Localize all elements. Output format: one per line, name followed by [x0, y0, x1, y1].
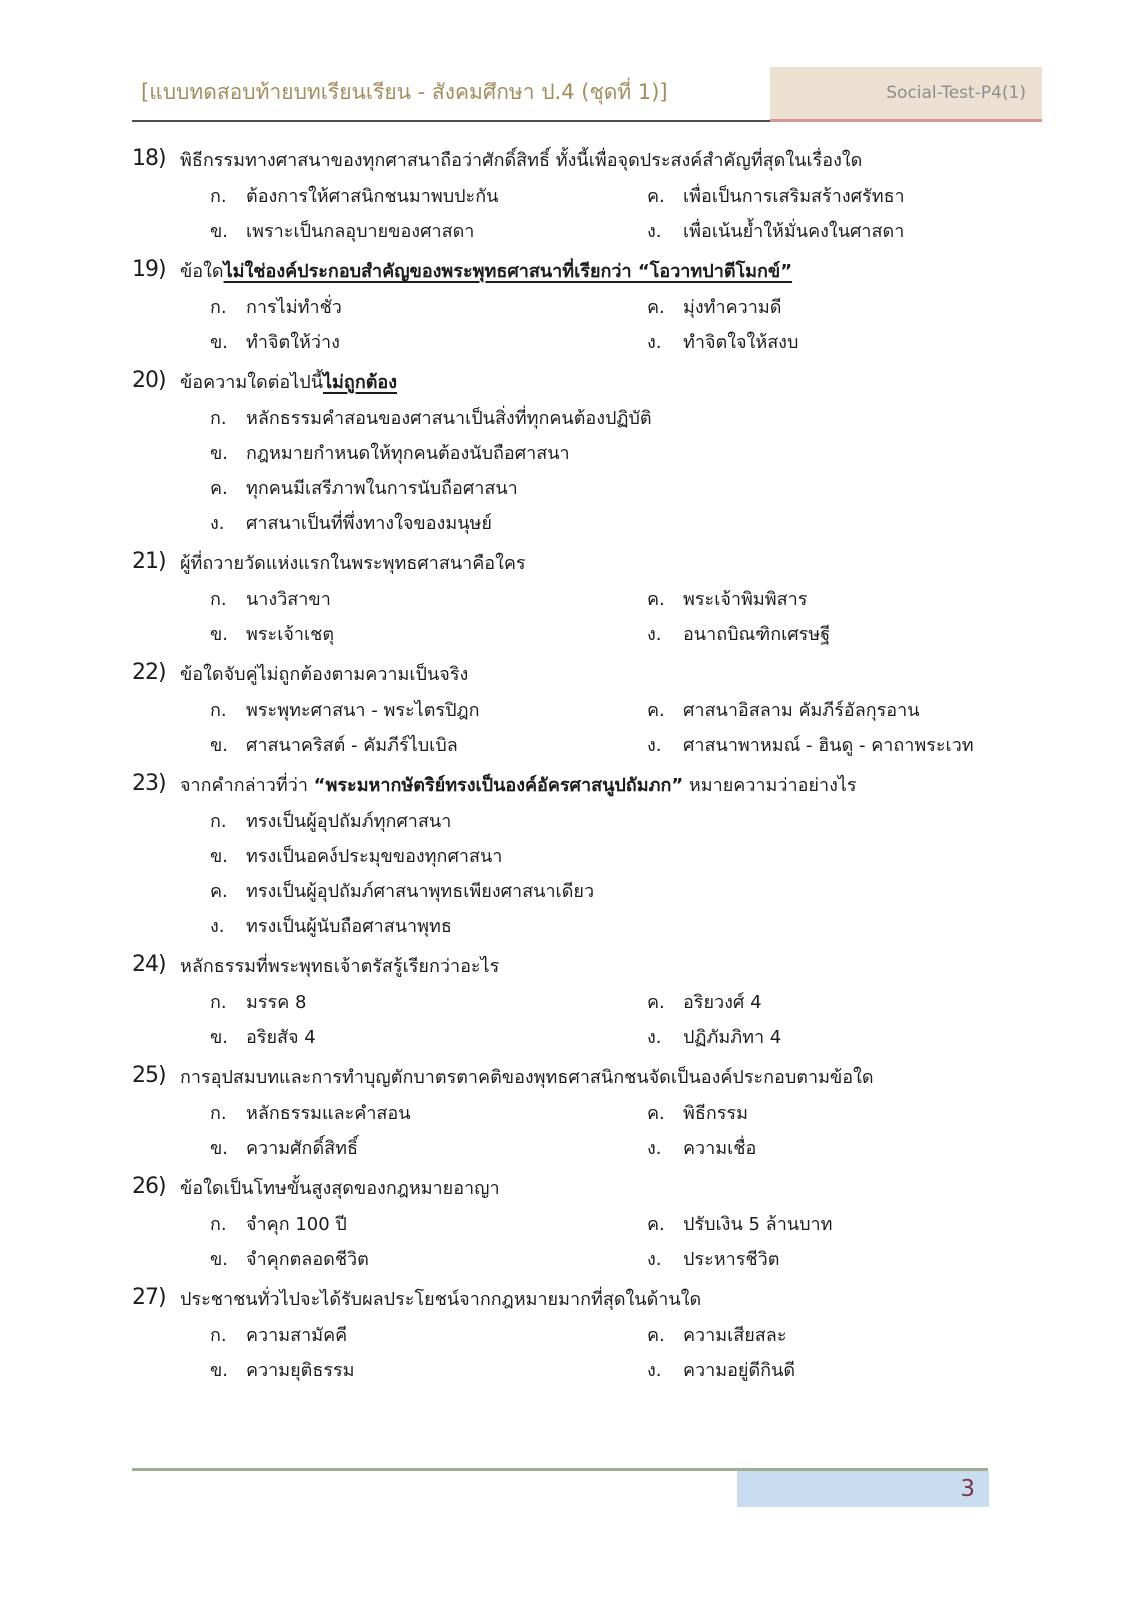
question-block — [132, 146, 1040, 243]
question-block — [132, 1285, 1040, 1382]
choice-letter: ค. — [647, 186, 665, 207]
choice-group — [132, 1103, 1040, 1160]
question-number: 21) — [132, 549, 166, 574]
choice-letter: ก. — [210, 992, 227, 1013]
choice-text: ทำจิตให้ว่าง — [246, 332, 340, 353]
question-text — [180, 771, 857, 799]
choice-letter: ข. — [210, 735, 229, 756]
question-text-segment: ข้อใดเป็นโทษขั้นสูงสุดของกฎหมายอาญา — [180, 1178, 500, 1199]
question-block — [132, 1063, 1040, 1160]
question-block — [132, 1174, 1040, 1271]
choice-letter: ง. — [647, 1360, 662, 1381]
question-text-segment: ผู้ที่ถวายวัดแห่งแรกในพระพุทธศาสนาคือใคร — [180, 553, 526, 574]
answer-choice — [210, 1138, 647, 1160]
choice-text: กฎหมายกำหนดให้ทุกคนต้องนับถือศาสนา — [246, 443, 570, 464]
question-number: 27) — [132, 1285, 166, 1310]
choice-letter: ง. — [647, 221, 662, 242]
answer-choice — [210, 589, 647, 611]
question-block — [132, 257, 1040, 354]
choice-letter: ค. — [210, 478, 228, 499]
question-line — [132, 1285, 1040, 1313]
question-number: 23) — [132, 771, 166, 796]
choice-text: หลักธรรมคำสอนของศาสนาเป็นสิ่งที่ทุกคนต้องปฏิบัติ — [246, 408, 652, 429]
choice-text: ความอยู่ดีกินดี — [683, 1360, 796, 1381]
choice-group — [132, 992, 1040, 1049]
question-line — [132, 771, 1040, 799]
choice-letter: ค. — [647, 1325, 665, 1346]
question-text — [180, 368, 397, 396]
question-line — [132, 257, 1040, 285]
choice-text: ความศักดิ์สิทธิ์ — [246, 1138, 358, 1159]
choice-letter: ข. — [210, 332, 229, 353]
question-number: 22) — [132, 660, 166, 685]
choice-text: จำคุกตลอดชีวิต — [246, 1249, 369, 1270]
choice-letter: ค. — [647, 297, 665, 318]
choice-text: ศาสนาพาหมณ์ - ฮินดู - คาถาพระเวท — [683, 735, 974, 756]
answer-choice — [647, 1249, 1040, 1271]
answer-choice — [647, 1360, 1040, 1382]
choice-text: พระเจ้าพิมพิสาร — [683, 589, 808, 610]
answer-choice — [210, 1214, 647, 1236]
choice-text: ทรงเป็นอคง์ประมุขของทุกศาสนา — [246, 846, 503, 867]
question-number: 24) — [132, 952, 166, 977]
choice-text: ศาสนาคริสต์ - คัมภีร์ไบเบิล — [246, 735, 458, 756]
question-text-emphasis: ไม่ถูกต้อง — [323, 372, 398, 393]
question-text-emphasis: ไม่ใช่องค์ประกอบสำคัญของพระพุทธศาสนาที่เรียกว่า “โอวาทปาตีโมกข์” — [223, 261, 793, 282]
choice-letter: ค. — [647, 992, 665, 1013]
choice-text: ปรับเงิน 5 ล้านบาท — [683, 1214, 833, 1235]
choice-text: ศาสนาเป็นที่พึ่งทางใจของมนุษย์ — [246, 513, 492, 534]
choice-letter: ง. — [210, 513, 225, 534]
page-number: 3 — [960, 1476, 975, 1502]
choice-text: ศาสนาอิสลาม คัมภีร์อัลกุรอาน — [683, 700, 920, 721]
choice-group — [132, 700, 1040, 757]
choice-letter: ง. — [210, 916, 225, 937]
answer-choice — [210, 1325, 647, 1347]
choice-group — [132, 297, 1040, 354]
question-text-segment: ข้อใดจับคู่ไม่ถูกต้องตามความเป็นจริง — [180, 664, 469, 685]
answer-choice — [210, 700, 647, 722]
choice-group — [132, 1214, 1040, 1271]
answer-choice — [647, 589, 1040, 611]
question-text-segment: การอุปสมบทและการทำบุญตักบาตรตาคติของพุทธศาสนิกชนจัดเป็นองค์ประกอบตามข้อใด — [180, 1067, 874, 1088]
answer-choice — [210, 332, 647, 354]
answer-choice — [210, 408, 1040, 430]
choice-text: พระเจ้าเชตุ — [246, 624, 335, 645]
choice-text: ประหารชีวิต — [683, 1249, 780, 1270]
answer-choice — [210, 1103, 647, 1125]
question-text-segment: หมายความว่าอย่างไร — [683, 775, 857, 796]
answer-choice — [210, 624, 647, 646]
answer-choice — [210, 881, 1040, 903]
question-text-segment: ข้อความใดต่อไปนี้ — [180, 372, 323, 393]
page-number-box — [737, 1471, 989, 1507]
choice-letter: ข. — [210, 1360, 229, 1381]
answer-choice — [647, 992, 1040, 1014]
choice-text: หลักธรรมและคำสอน — [246, 1103, 411, 1124]
answer-choice — [647, 221, 1040, 243]
choice-text: มรรค 8 — [246, 992, 307, 1013]
question-text — [180, 660, 468, 688]
choice-text: ปฏิภัมภิทา 4 — [683, 1027, 782, 1048]
answer-choice — [647, 186, 1040, 208]
answer-choice — [210, 513, 1040, 535]
choice-letter: ก. — [210, 589, 227, 610]
choice-letter: ค. — [647, 589, 665, 610]
answer-choice — [210, 992, 647, 1014]
question-text — [180, 1285, 701, 1313]
question-text — [180, 549, 526, 577]
question-text-segment: ประชาชนทั่วไปจะได้รับผลประโยชน์จากกฎหมายมากที่สุดในด้านใด — [180, 1289, 702, 1310]
choice-letter: ก. — [210, 811, 227, 832]
choice-letter: ข. — [210, 1249, 229, 1270]
choice-letter: ก. — [210, 297, 227, 318]
choice-letter: ง. — [647, 1249, 662, 1270]
choice-letter: ข. — [210, 846, 229, 867]
question-text — [180, 257, 792, 285]
choice-group — [132, 589, 1040, 646]
choice-text: พระพุทะศาสนา - พระไตรปิฎก — [246, 700, 480, 721]
answer-choice — [647, 1325, 1040, 1347]
choice-text: ทุกคนมีเสรีภาพในการนับถือศาสนา — [246, 478, 518, 499]
answer-choice — [210, 221, 647, 243]
header-badge — [770, 67, 1042, 122]
choice-letter: ข. — [210, 1027, 229, 1048]
question-line — [132, 660, 1040, 688]
choice-text: ทรงเป็นผู้อุปถัมภ์ทุกศาสนา — [246, 811, 452, 832]
choice-letter: ก. — [210, 408, 227, 429]
choice-text: อริยสัจ 4 — [246, 1027, 316, 1048]
question-line — [132, 1063, 1040, 1091]
choice-group — [132, 408, 1040, 535]
question-number: 19) — [132, 257, 166, 282]
answer-choice — [647, 1214, 1040, 1236]
question-text — [180, 952, 499, 980]
choice-letter: ง. — [647, 735, 662, 756]
answer-choice — [210, 1360, 647, 1382]
choice-letter: ง. — [647, 624, 662, 645]
choice-text: พิธีกรรม — [683, 1103, 748, 1124]
choice-text: อริยวงศ์ 4 — [683, 992, 762, 1013]
choice-text: มุ่งทำความดี — [683, 297, 782, 318]
answer-choice — [210, 297, 647, 319]
question-list — [132, 146, 1040, 1396]
answer-choice — [647, 624, 1040, 646]
choice-letter: ค. — [647, 1214, 665, 1235]
answer-choice — [647, 332, 1040, 354]
question-text-segment: หลักธรรมที่พระพุทธเจ้าตรัสรู้เรียกว่าอะไร — [180, 956, 500, 977]
choice-text: นางวิสาขา — [246, 589, 331, 610]
header-badge-label: Social-Test-P4(1) — [886, 83, 1026, 103]
choice-text: จำคุก 100 ปี — [246, 1214, 347, 1235]
choice-letter: ข. — [210, 221, 229, 242]
choice-letter: ก. — [210, 186, 227, 207]
answer-choice — [210, 811, 1040, 833]
question-block — [132, 771, 1040, 938]
question-line — [132, 1174, 1040, 1202]
question-text-segment: ข้อใด — [180, 261, 224, 282]
choice-text: ความเสียสละ — [683, 1325, 787, 1346]
choice-letter: ค. — [210, 881, 228, 902]
question-block — [132, 660, 1040, 757]
choice-letter: ข. — [210, 624, 229, 645]
answer-choice — [647, 735, 1040, 757]
question-text — [180, 146, 862, 174]
question-text — [180, 1063, 874, 1091]
choice-text: เพื่อเป็นการเสริมสร้างศรัทธา — [683, 186, 905, 207]
question-block — [132, 368, 1040, 535]
page-title: [แบบทดสอบท้ายบทเรียนเรียน - สังคมศึกษา ป.4 (ชุดที่ 1)] — [141, 80, 668, 104]
choice-group — [132, 1325, 1040, 1382]
choice-text: การไม่ทำชั่ว — [246, 297, 342, 318]
question-line — [132, 549, 1040, 577]
choice-text: เพื่อเน้นย้ำให้มั่นคงในศาสดา — [683, 221, 905, 242]
choice-text: ทรงเป็นผู้อุปถัมภ์ศาสนาพุทธเพียงศาสนาเดียว — [246, 881, 595, 902]
choice-text: ความสามัคคี — [246, 1325, 348, 1346]
answer-choice — [210, 916, 1040, 938]
choice-group — [132, 186, 1040, 243]
answer-choice — [210, 846, 1040, 868]
choice-text: ทำจิตใจให้สงบ — [683, 332, 799, 353]
answer-choice — [210, 443, 1040, 465]
answer-choice — [647, 1103, 1040, 1125]
answer-choice — [210, 186, 647, 208]
choice-letter: ค. — [647, 1103, 665, 1124]
question-text-segment: พิธีกรรมทางศาสนาของทุกศาสนาถือว่าศักดิ์สิทธิ์ ทั้งนี้เพื่อจุดประสงค์สำคัญที่สุดในเรื่องใด — [180, 150, 863, 171]
choice-letter: ค. — [647, 700, 665, 721]
question-text — [180, 1174, 500, 1202]
choice-letter: ก. — [210, 1103, 227, 1124]
choice-text: ต้องการให้ศาสนิกชนมาพบปะกัน — [246, 186, 499, 207]
answer-choice — [647, 1138, 1040, 1160]
choice-text: ทรงเป็นผู้นับถือศาสนาพุทธ — [246, 916, 452, 937]
question-block — [132, 952, 1040, 1049]
answer-choice — [647, 297, 1040, 319]
choice-letter: ข. — [210, 443, 229, 464]
answer-choice — [647, 700, 1040, 722]
question-text-segment: จากคำกล่าวที่ว่า — [180, 775, 314, 796]
choice-group — [132, 811, 1040, 938]
choice-letter: ง. — [647, 1138, 662, 1159]
answer-choice — [210, 1027, 647, 1049]
question-block — [132, 549, 1040, 646]
answer-choice — [210, 735, 647, 757]
answer-choice — [210, 1249, 647, 1271]
question-number: 20) — [132, 368, 166, 393]
question-line — [132, 368, 1040, 396]
choice-letter: ก. — [210, 700, 227, 721]
question-number: 26) — [132, 1174, 166, 1199]
question-text-emphasis: “พระมหากษัตริย์ทรงเป็นองค์อัครศาสนูปถัมภก” — [313, 775, 684, 796]
choice-letter: ก. — [210, 1214, 227, 1235]
choice-letter: ข. — [210, 1138, 229, 1159]
question-number: 25) — [132, 1063, 166, 1088]
question-number: 18) — [132, 146, 166, 171]
answer-choice — [647, 1027, 1040, 1049]
choice-text: ความเชื่อ — [683, 1138, 757, 1159]
question-line — [132, 146, 1040, 174]
choice-text: ความยุติธรรม — [246, 1360, 355, 1381]
choice-text: อนาถบิณฑิกเศรษฐี — [683, 624, 831, 645]
choice-letter: ง. — [647, 1027, 662, 1048]
choice-letter: ก. — [210, 1325, 227, 1346]
choice-letter: ง. — [647, 332, 662, 353]
choice-text: เพราะเป็นกลอุบายของศาสดา — [246, 221, 475, 242]
question-line — [132, 952, 1040, 980]
answer-choice — [210, 478, 1040, 500]
